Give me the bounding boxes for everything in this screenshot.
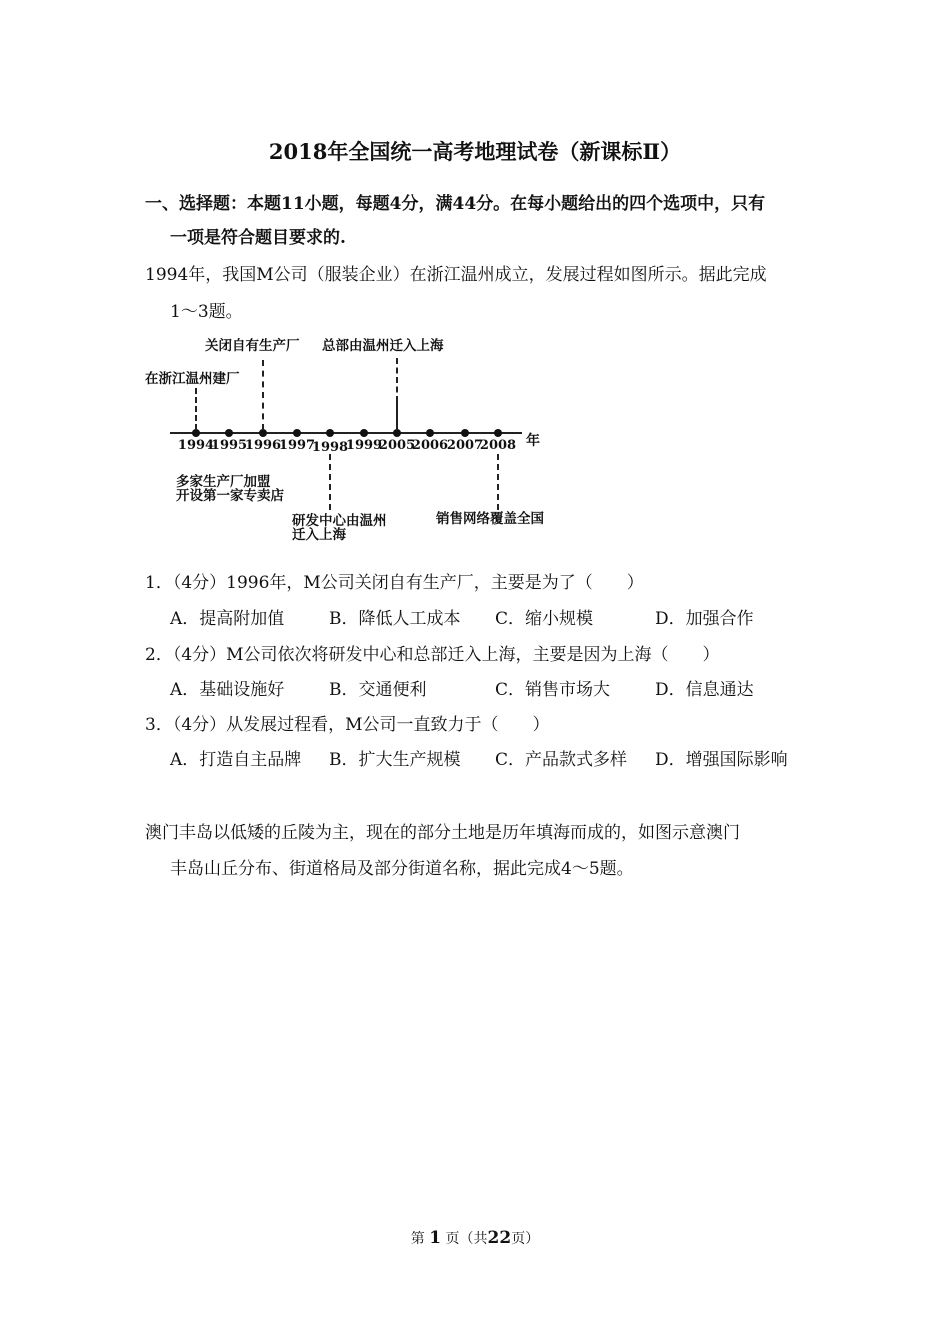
year-dot [360,429,368,437]
year-dot [192,429,200,437]
year-label: 2007 [446,438,484,453]
page-title: 2018年全国统一高考地理试卷（新课标Ⅱ） [268,139,682,164]
footer-mid: 页（共 [445,1231,488,1247]
year-dot [293,429,301,437]
question-3-stem: 3．（4分）从发展过程看，M公司一直致力于（ ） [145,715,550,735]
event-franchise: 多家生产厂加盟 [176,474,271,490]
year-label: 2006 [411,438,449,453]
q1-option-c: C．缩小规模 [495,609,594,629]
event-1998-line2: 迁入上海 [292,527,346,543]
leader-2005 [396,358,398,402]
year-label: 1997 [278,438,316,453]
year-label: 1995 [210,438,248,453]
year-label: 1996 [244,438,282,453]
year-label: 2005 [378,438,416,453]
year-dot [494,429,502,437]
question-2-stem: 2．（4分）M公司依次将研发中心和总部迁入上海，主要是因为上海（ ） [145,645,720,665]
q3-option-a: A．打造自主品牌 [170,750,302,770]
leader-1994 [195,388,197,430]
event-1996: 关闭自有生产厂 [205,338,300,354]
timeline-axis [170,432,522,434]
event-first-store: 开设第一家专卖店 [176,488,284,504]
year-dot [393,429,401,437]
intro2-line2: 丰岛山丘分布、街道格局及部分街道名称，据此完成4～5题。 [170,859,634,879]
event-2005: 总部由温州迁入上海 [322,338,444,354]
q3-option-d: D．增强国际影响 [655,750,788,770]
q2-option-d: D．信息通达 [655,680,754,700]
q1-option-b: B．降低人工成本 [329,609,461,629]
intro1-line1: 1994年，我国M公司（服装企业）在浙江温州成立，发展过程如图所示。据此完成 [145,265,767,285]
event-1994: 在浙江温州建厂 [145,371,240,387]
leader-1998 [329,454,331,510]
event-2008: 销售网络覆盖全国 [436,511,544,527]
year-label: 1994 [177,438,215,453]
q3-option-b: B．扩大生产规模 [329,750,461,770]
footer-total-pages: 22 [487,1228,512,1248]
year-label: 2008 [479,438,517,453]
leader-1996 [262,360,264,430]
year-label: 1998 [311,440,349,455]
year-dot [461,429,469,437]
section-heading-line1: 一、选择题：本题11小题，每题4分，满44分。在每小题给出的四个选项中，只有 [145,194,766,214]
q2-option-b: B．交通便利 [329,680,427,700]
year-dot [259,429,267,437]
footer-page-number: 1 [429,1228,442,1248]
q1-option-d: D．加强合作 [655,609,754,629]
page-footer [0,1228,950,1248]
question-1-stem: 1．（4分）1996年，M公司关闭自有生产厂，主要是为了（ ） [145,573,644,593]
year-unit: 年 [526,433,540,449]
year-label: 1999 [345,438,383,453]
leader-2005-solid [396,402,398,430]
event-1998-line1: 研发中心由温州 [292,513,387,529]
leader-2008 [497,454,499,510]
q3-option-c: C．产品款式多样 [495,750,628,770]
intro2-line1: 澳门丰岛以低矮的丘陵为主，现在的部分土地是历年填海而成的，如图示意澳门 [145,823,740,843]
q2-option-c: C．销售市场大 [495,680,611,700]
year-dot [426,429,434,437]
q1-option-a: A．提高附加值 [170,609,285,629]
year-dot [326,429,334,437]
intro1-line2: 1～3题。 [170,302,243,322]
timeline-figure [140,330,570,550]
footer-pre: 第 [410,1231,425,1247]
footer-post: 页） [511,1231,540,1247]
q2-option-a: A．基础设施好 [170,680,285,700]
section-heading-line2: 一项是符合题目要求的. [170,228,346,248]
year-dot [225,429,233,437]
